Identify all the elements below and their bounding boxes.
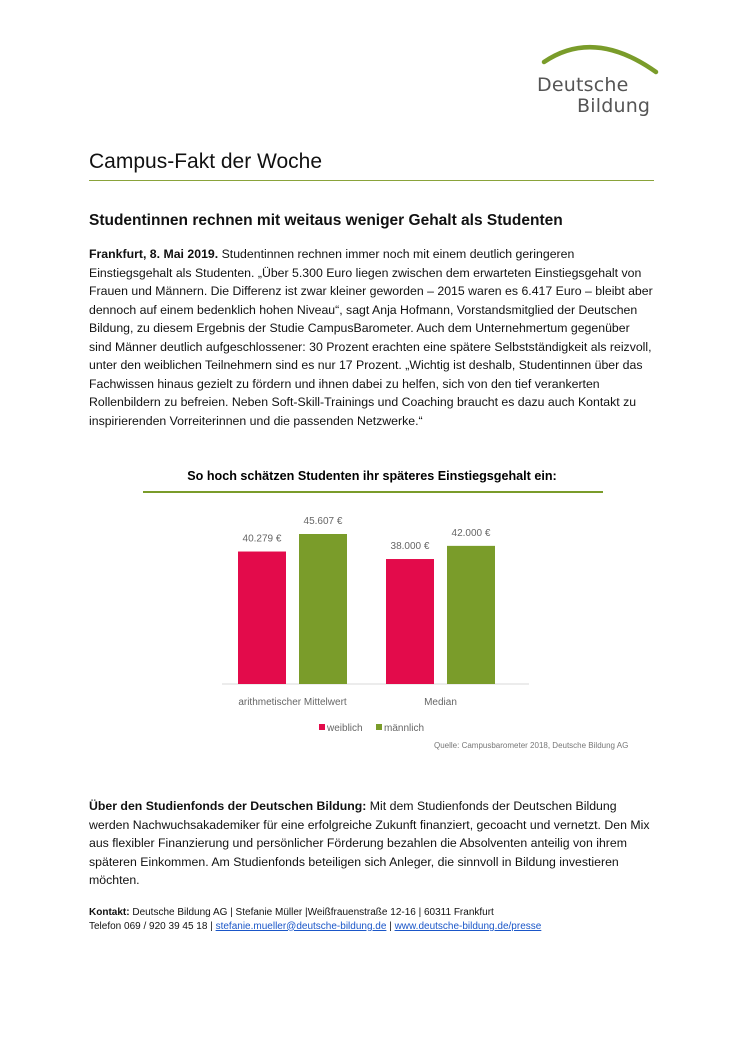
legend-swatch-männlich: [376, 724, 382, 730]
legend-swatch-weiblich: [319, 724, 325, 730]
legend-label-männlich: männlich: [384, 723, 425, 734]
contact-line-2: [89, 920, 541, 934]
logo-line-2: Bildung: [577, 95, 651, 117]
contact-line-1: [89, 906, 541, 920]
article-body-text: Studentinnen rechnen immer noch mit einem deutlich geringeren Einstiegsgehalt als Studenten. „Über 5.300 Euro liegen zwischen dem erwarteten Einstiegsgehalt von Frauen und Männern. Die Differenz ist zwar kleiner geworden – 2015 waren es 6.417 Euro – bleibt aber dennoch auf einem bedenklich hohen Niveau“, sagt Anja Hofmann, Vorstandsmitglied der Deutschen Bildung, zu diesem Ergebnis der Studie CampusBarometer. Auch dem Unternehmertum gegenüber sind Männer deutlich aufgeschlossener: 30 Prozent erachten eine spätere Selbstständigkeit als reizvoll, unter den weiblichen Teilnehmern sind es nur 17 Prozent. „Wichtig ist deshalb, Studentinnen über das Fachwissen hinaus gezielt zu fördern und ihnen dabei zu helfen, sich von den tief verankerten Rollenbildern zu befreien. Neben Soft-Skill-Trainings und Coaching braucht es dazu auch Kontakt zu inspirierenden Vorreiterinnen und die passenden Netzwerke.“: [89, 247, 653, 428]
contact-email-link[interactable]: stefanie.mueller@deutsche-bildung.de: [215, 920, 387, 932]
contact-website-link[interactable]: www.deutsche-bildung.de/presse: [394, 920, 542, 932]
data-label-weiblich-0: 40.279 €: [242, 533, 282, 545]
contact-separator: |: [386, 920, 395, 932]
logo-line-1: Deutsche: [537, 74, 629, 96]
article-dateline: Frankfurt, 8. Mai 2019.: [89, 247, 219, 261]
bar-weiblich-1: [386, 559, 434, 684]
article-headline: Studentinnen rechnen mit weitaus weniger Gehalt als Studenten: [89, 212, 563, 229]
page-title: Campus-Fakt der Woche: [89, 150, 323, 173]
contact-address: Deutsche Bildung AG | Stefanie Müller |Weißfrauenstraße 12-16 | 60311 Frankfurt: [129, 907, 494, 918]
about-heading: Über den Studienfonds der Deutschen Bildung:: [89, 799, 367, 813]
about-section: [89, 797, 655, 890]
data-label-weiblich-1: 38.000 €: [390, 541, 430, 553]
contact-label: Kontakt:: [89, 907, 130, 918]
bar-weiblich-0: [238, 552, 286, 684]
data-label-männlich-0: 45.607 €: [303, 516, 343, 527]
contact-block: [89, 906, 541, 933]
chart-source: Quelle: Campusbarometer 2018, Deutsche Bildung AG: [434, 741, 629, 750]
about-text: Mit dem Studienfonds der Deutschen Bildung werden Nachwuchsakademiker für eine erfolgreiche Zukunft finanziert, gecoacht und vernetzt. Den Mix aus flexibler Finanzierung und persönlicher Förderung bezahlen die Absolventen anteilig von ihrem späteren Einkommen. Am Studienfonds beteiligen sich Anleger, die sinnvoll in Bildung investieren möchten.: [89, 799, 650, 887]
contact-phone: Telefon 069 / 920 39 45 18 |: [89, 920, 216, 932]
bar-männlich-0: [299, 534, 347, 684]
bar-männlich-1: [447, 546, 495, 684]
legend-label-weiblich: weiblich: [327, 723, 363, 734]
category-label-1: Median: [424, 697, 457, 708]
category-label-0: arithmetischer Mittelwert: [238, 697, 347, 708]
chart-title: So hoch schätzen Studenten ihr späteres Einstiegsgehalt ein:: [187, 469, 557, 483]
data-label-männlich-1: 42.000 €: [451, 527, 491, 539]
